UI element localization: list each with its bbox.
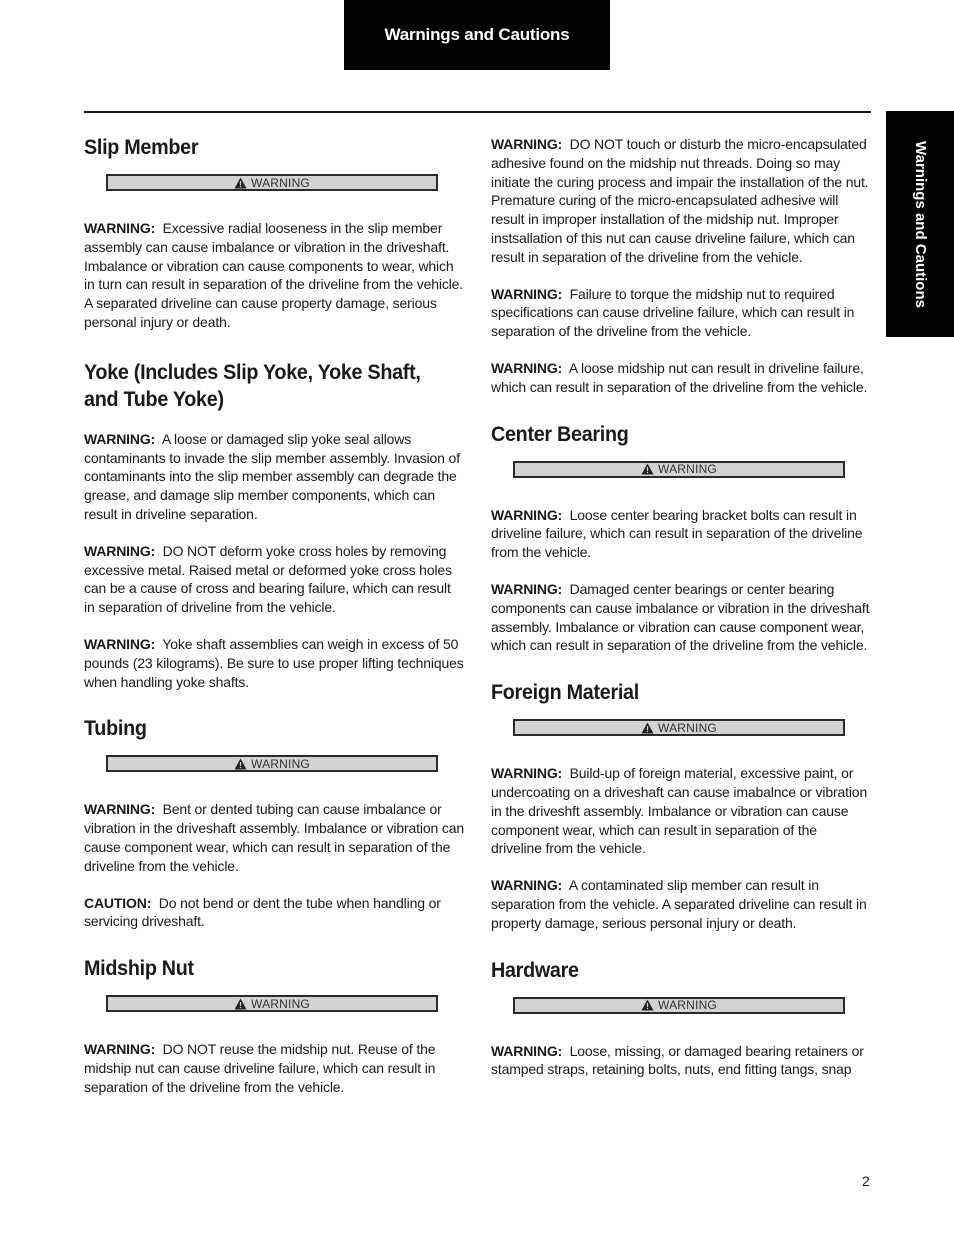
warning-banner-label: WARNING (658, 720, 717, 735)
warning-banner (513, 461, 845, 478)
warning-banner-label: WARNING (251, 756, 310, 771)
hardware-warning-1: WARNING: Loose, missing, or damaged bearing retainers or stamped straps, retaining bolts, nuts, end fitting tangs, snap (491, 1042, 864, 1078)
warning-triangle-icon (234, 998, 247, 1010)
section-header-tab: Warnings and Cautions (344, 0, 610, 70)
center-bearing-warning-2: WARNING: Damaged center bearings or center bearing components can cause imbalance or vibration in the driveshaft assembly. Imbalance or vibration can cause component wear, which can result in separation of the driveline from the vehicle. (491, 580, 870, 654)
warning-triangle-icon (641, 722, 654, 734)
warning-banner (106, 755, 438, 772)
heading-foreign-material: Foreign Material (491, 681, 639, 705)
heading-hardware: Hardware (491, 958, 579, 982)
warning-banner-label: WARNING (251, 996, 310, 1011)
midship-nut-warning-4: WARNING: A loose midship nut can result in driveline failure, which can result in separation of the driveline from the vehicle. (491, 359, 868, 395)
midship-nut-warning-1: WARNING: DO NOT reuse the midship nut. Reuse of the midship nut can cause driveline failure, which can result in separation of the driveline from the vehicle. (84, 1041, 436, 1095)
side-section-tab (886, 111, 954, 337)
right-column (491, 133, 871, 1079)
warning-banner-label: WARNING (658, 998, 717, 1013)
warning-banner (106, 995, 438, 1012)
yoke-warning-2: WARNING: DO NOT deform yoke cross holes by removing excessive metal. Raised metal or deformed yoke cross holes can be a cause of cross and bearing failure, which can result in separation of driveline from the vehicle. (84, 542, 452, 616)
warning-triangle-icon (641, 999, 654, 1011)
warning-banner-label: WARNING (251, 175, 310, 190)
yoke-warning-1: WARNING: A loose or damaged slip yoke seal allows contaminants to invade the slip member assembly. Invasion of contaminants into the slip member assembly can degrade the grease, and damage slip member components, which can result in driveline separation. (84, 430, 460, 522)
tubing-warning-1: WARNING: Bent or dented tubing can cause imbalance or vibration in the driveshaft assembly. Imbalance or vibration can cause component wear, which can result in separation of the driveline from the vehicle. (84, 801, 465, 874)
warning-triangle-icon (234, 177, 247, 189)
warning-banner-label: WARNING (658, 462, 717, 477)
warning-triangle-icon (641, 463, 654, 475)
center-bearing-warning-1: WARNING: Loose center bearing bracket bolts can result in driveline failure, which can result in separation of the driveline from the vehicle. (491, 506, 863, 561)
heading-yoke: Yoke (Includes Slip Yoke, Yoke Shaft, and Tube Yoke) (84, 360, 421, 411)
heading-slip-member: Slip Member (84, 136, 199, 159)
warning-banner (513, 997, 845, 1014)
side-tab-label: Warnings and Cautions (911, 140, 929, 308)
midship-nut-warning-3: WARNING: Failure to torque the midship nut to required specifications can cause driveline failure, which can result in separation of the driveline from the vehicle. (491, 285, 855, 340)
warning-triangle-icon (234, 758, 247, 770)
foreign-material-warning-1: WARNING: Build-up of foreign material, excessive paint, or undercoating on a driveshaft can cause imabalnce or vibration in the driveshft assembly. Imbalance or vibration can cause component wear, which can result in separation of the driveline from the vehicle. (491, 765, 868, 857)
heading-midship-nut: Midship Nut (84, 957, 194, 981)
heading-tubing: Tubing (84, 717, 147, 741)
yoke-warning-3: WARNING: Yoke shaft assemblies can weigh in excess of 50 pounds (23 kilograms). Be sure to use proper lifting techniques when handling yoke shafts. (84, 635, 464, 690)
warning-banner (513, 719, 845, 736)
page-number: 2 (862, 1173, 870, 1189)
slip-member-warning-1: WARNING: Excessive radial looseness in the slip member assembly can cause imbalance or vibration in the driveshaft. Imbalance or vibration can cause components to wear, which in turn can result in separation of the driveline from the vehicle. A separated driveline can cause property damage, serious personal injury or death. (84, 220, 464, 330)
foreign-material-warning-2: WARNING: A contaminated slip member can result in separation from the vehicle. A separated driveline can result in property damage, serious personal injury or death. (491, 877, 867, 931)
midship-nut-warning-2: WARNING: DO NOT touch or disturb the micro-encapsulated adhesive found on the midship nut threads. Doing so may initiate the curing process and impair the installation of the nut. Premature curing of the micro-encapsulated adhesive will result in improper installation of the midship nut. Improper instsallation of this nut can cause driveline failure, which can result in separation of the driveline from the vehicle. (491, 136, 869, 265)
left-column (84, 133, 464, 1097)
warning-banner (106, 174, 438, 191)
heading-center-bearing: Center Bearing (491, 422, 629, 446)
tubing-caution-1: CAUTION: Do not bend or dent the tube when handling or servicing driveshaft. (84, 894, 441, 930)
header-rule (84, 111, 871, 113)
